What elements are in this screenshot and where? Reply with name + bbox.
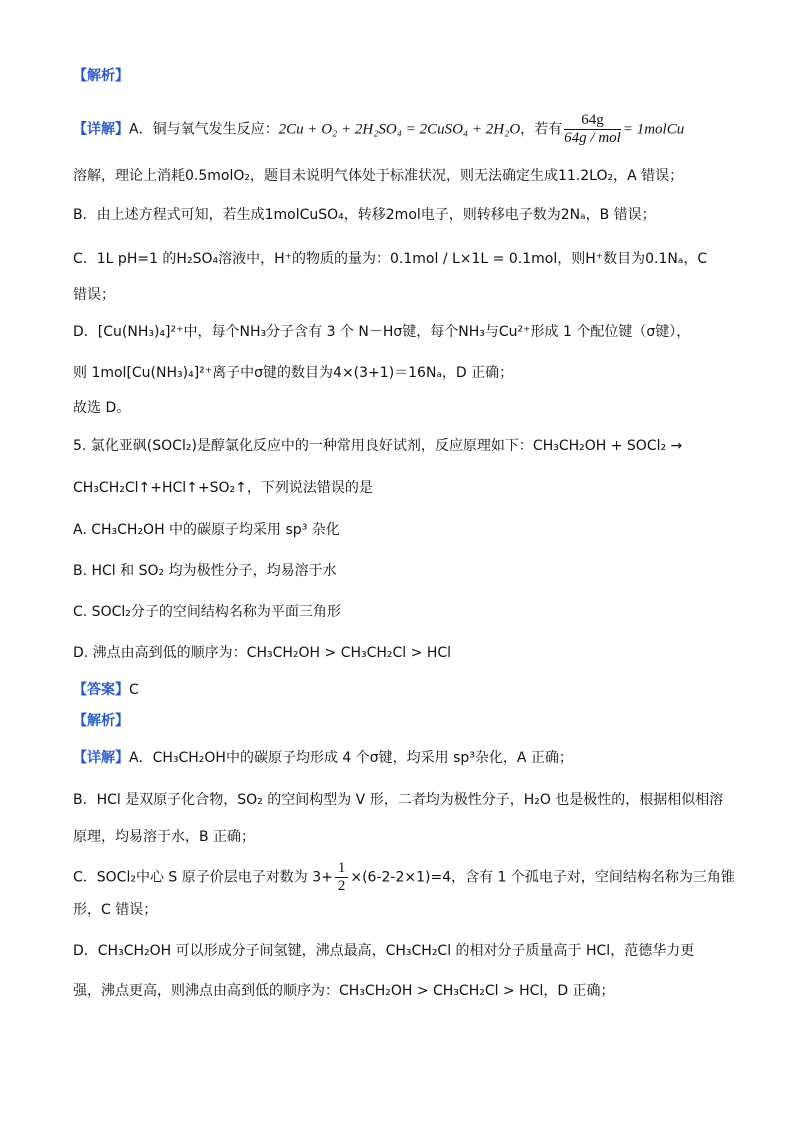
detail-a-mid: ，若有 — [520, 121, 563, 138]
analysis-heading-q5: 【解析】 — [73, 713, 129, 729]
q5-detail-b-line2: 原理，均易溶于水，B 正确； — [73, 829, 256, 845]
answer-line — [73, 680, 139, 700]
q5-detail-d-line1: D．CH₃CH₂OH 可以形成分子间氢键，沸点最高，CH₃CH₂Cl 的相对分子质量高于 HCl，范德华力更 — [73, 943, 695, 959]
q5-detail-c-line1: C．SOCl₂中心 S 原子价层电子对数为 3+ $\frac{1}{2}$ ×(6-2-2×1)=4，含有 1 个孤电子对，空间结构名称为三角锥 — [73, 860, 735, 894]
detail-option-c-line1: C．1L pH=1 的H₂SO₄溶液中，H⁺的物质的量为：0.1mol / L×1L = 0.1mol，则H⁺数目为0.1Nₐ，C — [73, 251, 708, 267]
detail-option-a-line1 — [73, 112, 684, 147]
question-5-stem-line2: CH₃CH₂Cl↑+HCl↑+SO₂↑，下列说法错误的是 — [73, 480, 373, 496]
conclusion: 故选 D。 — [73, 400, 131, 416]
option-b: B. HCl 和 SO₂ 均为极性分子，均易溶于水 — [73, 563, 337, 579]
detail-option-b: B．由上述方程式可知，若生成1molCuSO₄，转移2mol电子，则转移电子数为2Nₐ，B 错误； — [73, 207, 656, 223]
q5-detail-b-line1: B．HCl 是双原子化合物，SO₂ 的空间构型为 V 形，二者均为极性分子，H₂O 也是极性的，根据相似相溶 — [73, 792, 724, 808]
detail-option-c-line2: 错误； — [73, 287, 115, 303]
option-a: A. CH₃CH₂OH 中的碳原子均采用 sp³ 杂化 — [73, 522, 340, 538]
reaction-equation: 2Cu + O₂ + 2H₂SO₄ = 2CuSO₄ + 2H₂O — [278, 121, 521, 138]
detail-option-a-line2: 溶解，理论上消耗0.5molO₂，题目未说明气体处于标准状况，则无法确定生成11.2LO₂，A 错误； — [73, 168, 684, 184]
answer-value: C — [129, 682, 139, 698]
q5-detail-a: 【详解】A．CH₃CH₂OH中的碳原子均形成 4 个σ键，均采用 sp³杂化，A 正确； — [73, 750, 573, 766]
option-d: D. 沸点由高到低的顺序为：CH₃CH₂OH > CH₃CH₂Cl > HCl — [73, 645, 452, 661]
answer-heading: 【答案】 — [73, 682, 129, 698]
option-c: C. SOCl₂分子的空间结构名称为平面三角形 — [73, 604, 341, 620]
analysis-heading: 【解析】 — [73, 68, 129, 84]
q5-detail-d-line2: 强，沸点更高，则沸点由高到低的顺序为：CH₃CH₂OH > CH₃CH₂Cl > HCl，D 正确； — [73, 983, 615, 999]
mole-fraction: $\frac{64g}{\text{64g / mol}}$ — [564, 112, 621, 146]
mole-result: = 1molCu — [622, 121, 685, 138]
question-5-stem-line1: 5. 氯化亚砜(SOCl₂)是醇氯化反应中的一种常用良好试剂，反应原理如下：CH₃CH₂OH + SOCl₂ → — [73, 438, 683, 454]
detail-a-lead: A．铜与氧气发生反应： — [129, 121, 279, 138]
detail-heading-q5: 【详解】 — [73, 750, 129, 766]
detail-heading: 【详解】 — [73, 121, 129, 138]
q5-detail-c-line2: 形，C 错误； — [73, 902, 158, 918]
detail-option-d-line2: 则 1mol[Cu(NH₃)₄]²⁺离子中σ键的数目为4×(3+1)＝16Nₐ，D 正确； — [73, 365, 514, 381]
detail-option-d-line1: D．[Cu(NH₃)₄]²⁺中，每个NH₃分子含有 3 个 N－Hσ键，每个NH₃与Cu²⁺形成 1 个配位键（σ键）， — [73, 324, 691, 340]
half-fraction: $\frac{1}{2}$ — [335, 860, 349, 895]
